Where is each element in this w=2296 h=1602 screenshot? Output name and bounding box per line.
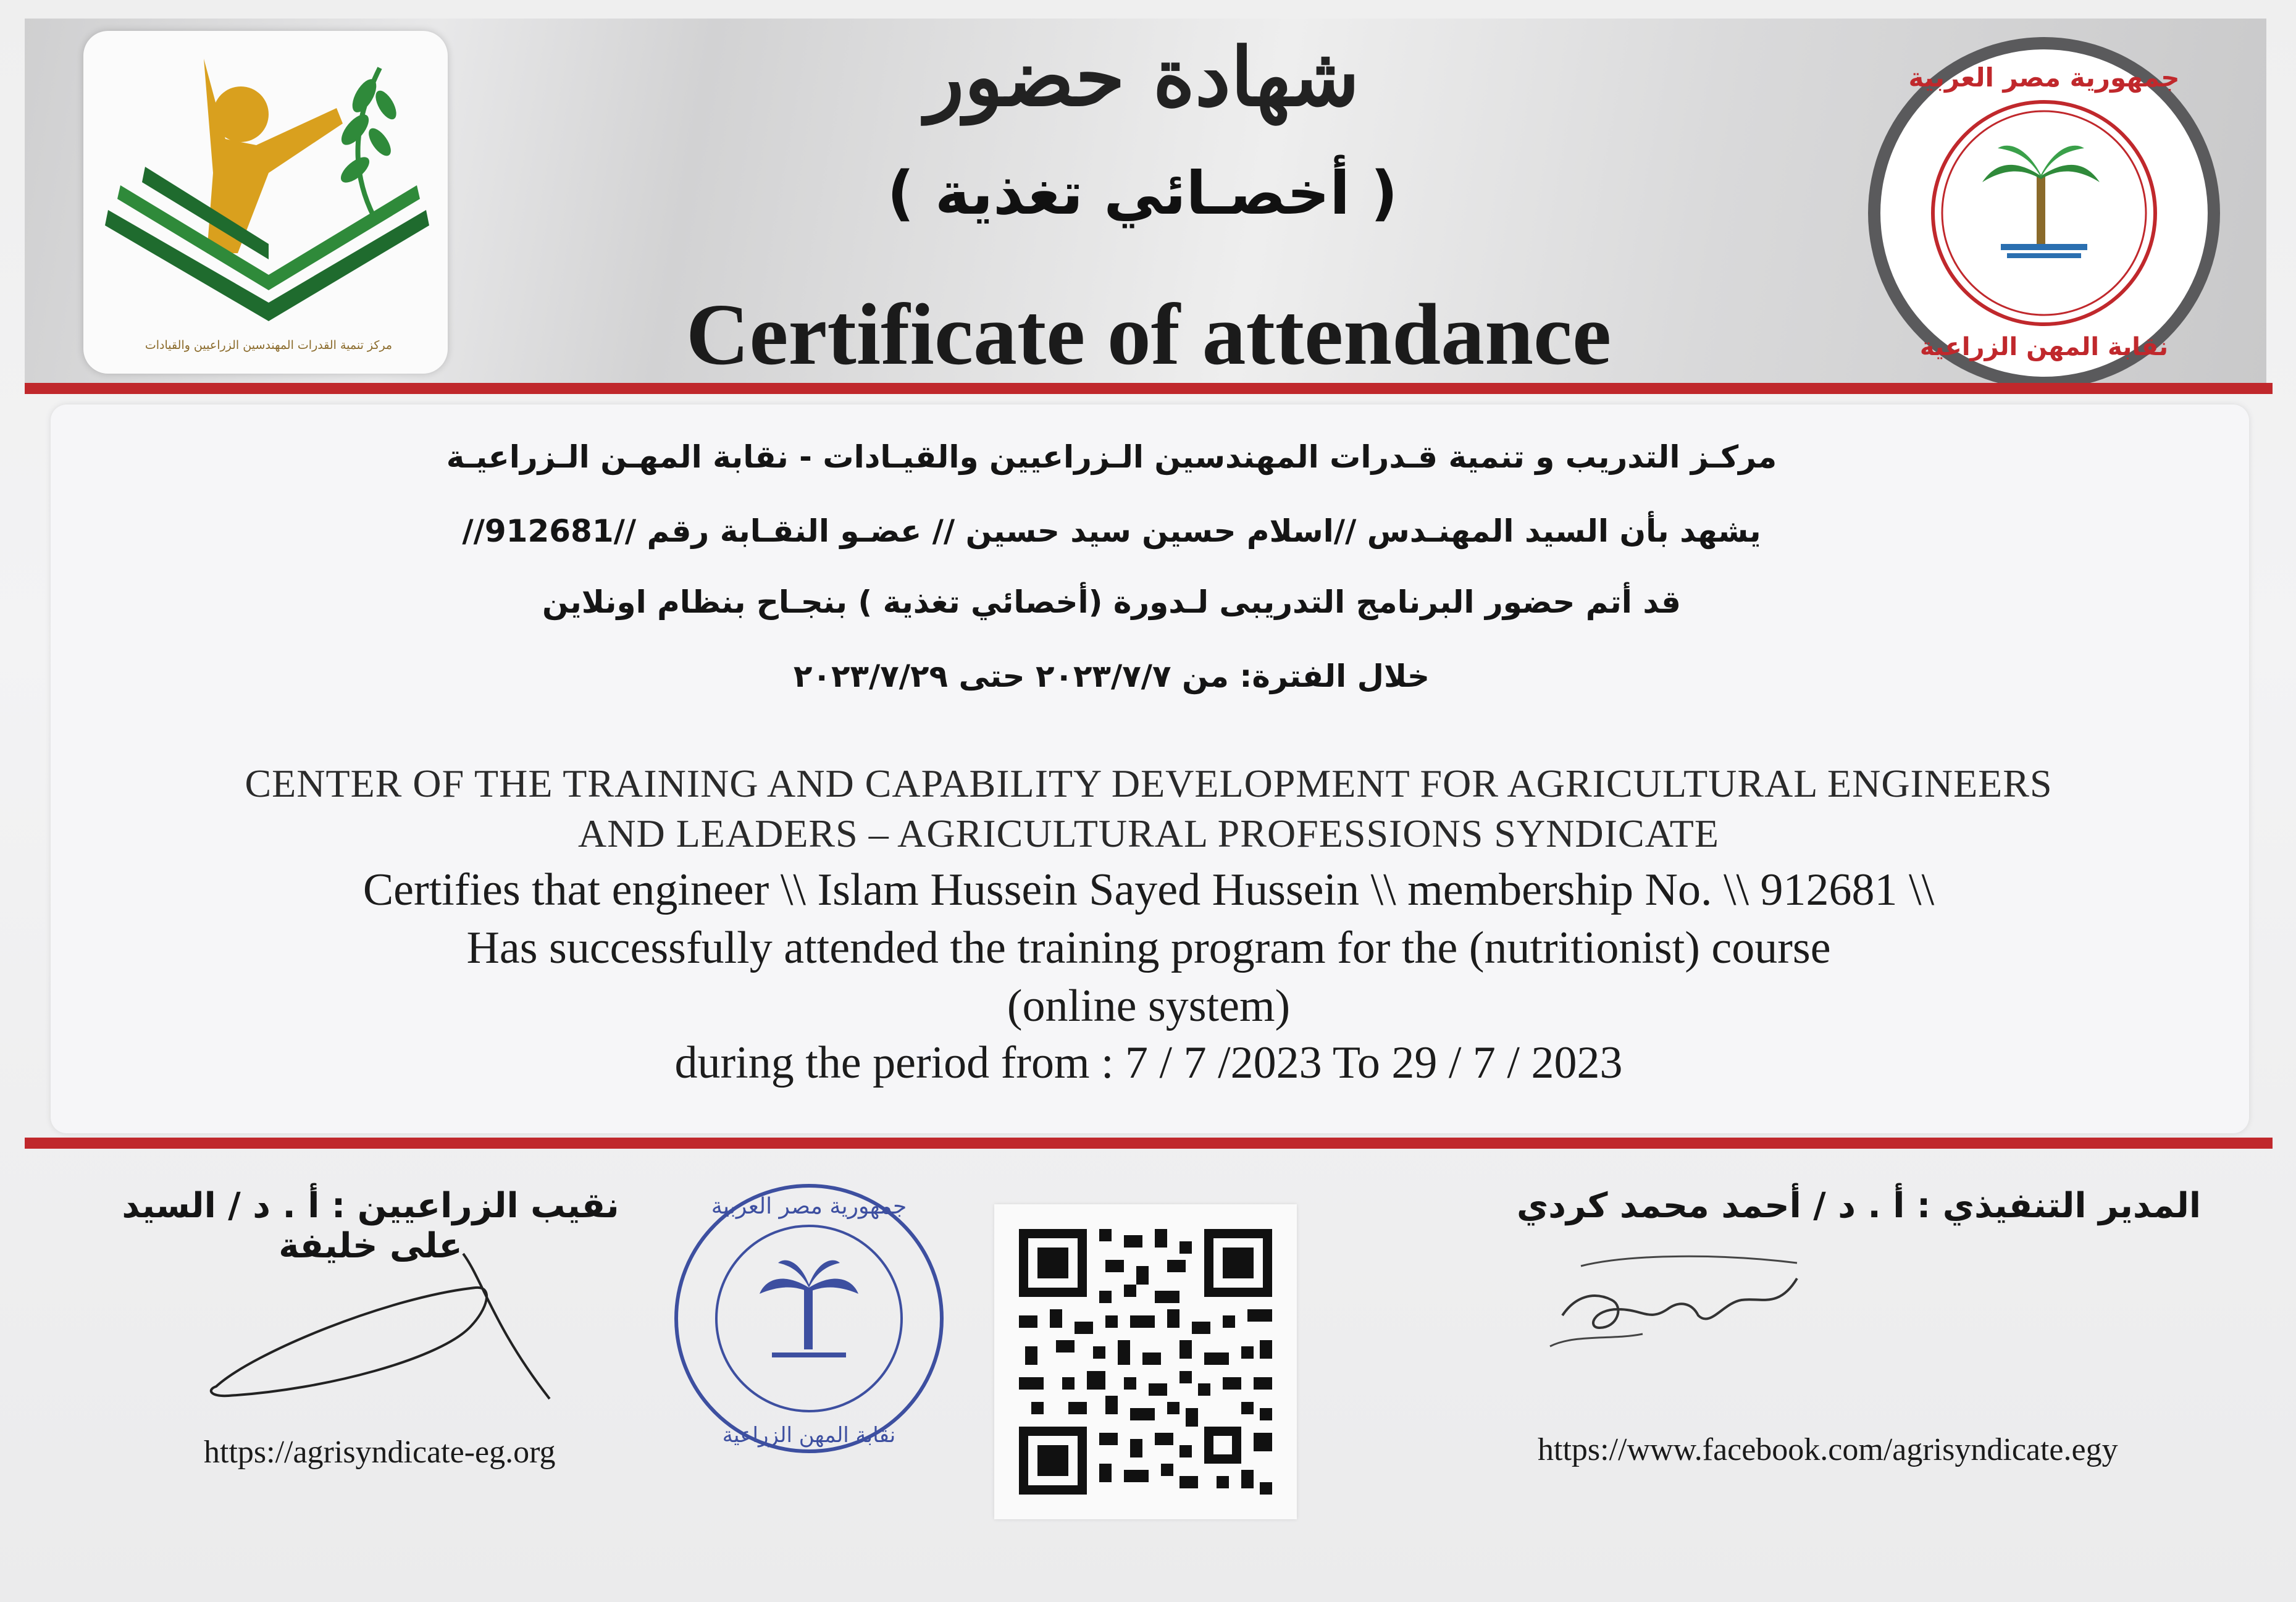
stamp-text-top: جمهورية مصر العربية [711, 1194, 907, 1219]
english-line-1: Certifies that engineer \\ Islam Hussein Sayed Hussein \\ membership No. \\ 912681 \\ [362, 865, 1935, 915]
seal-text-bottom: نقابة المهن الزراعية [1919, 333, 2169, 361]
arabic-title: شهادة حضور [925, 30, 1360, 124]
website-link[interactable]: https://agrisyndicate-eg.org [204, 1435, 556, 1470]
official-stamp-icon [655, 1161, 988, 1476]
arabic-line-4: خلال الفترة: من ٢٠٢٣/٧/٧ حتى ٢٠٢٣/٧/٢٩ [793, 658, 1430, 694]
training-center-logo [83, 31, 448, 374]
seal-text-top: جمهورية مصر العربية [1908, 62, 2180, 93]
english-line-3: (online system) [1007, 981, 1291, 1031]
arabic-line-1: مركـز التدريب و تنمية قـدرات المهندسين الـزراعيين والقيـادات - نقابة المهـن الـزراعيـة [446, 439, 1777, 475]
left-signature-icon [204, 1241, 587, 1414]
right-signature-icon [1538, 1241, 1822, 1365]
top-divider [25, 383, 2273, 394]
bottom-divider [25, 1138, 2273, 1149]
right-signatory-label: المدير التنفيذي : أ . د / أحمد محمد كردي [1516, 1186, 2202, 1226]
syndicate-seal-icon [1865, 34, 2223, 392]
english-title: Certificate of attendance [685, 285, 1612, 383]
logo-caption: مركز تنمية القدرات المهندسين الزراعيين والقيادات [145, 338, 393, 352]
english-caps-line-2: AND LEADERS – AGRICULTURAL PROFESSIONS SYNDICATE [578, 811, 1719, 855]
facebook-link[interactable]: https://www.facebook.com/agrisyndicate.egy [1538, 1432, 2118, 1467]
book-person-icon [83, 31, 448, 374]
qr-code-icon [994, 1204, 1297, 1519]
arabic-subtitle: ( أخصـائي تغذية ) [887, 159, 1398, 228]
arabic-line-3: قد أتم حضور البرنامج التدريبى لـدورة (أخصائي تغذية ) بنجـاح بنظام اونلاين [542, 584, 1681, 620]
english-caps-line-1: CENTER OF THE TRAINING AND CAPABILITY DEVELOPMENT FOR AGRICULTURAL ENGINEERS [245, 761, 2053, 805]
arabic-line-2: يشهد بأن السيد المهنـدس //اسلام حسين سيد حسين // عضـو النقـابة رقم //912681// [462, 513, 1761, 549]
stamp-text-bottom: نقابة المهن الزراعية [722, 1423, 896, 1448]
english-line-4: during the period from : 7 / 7 /2023 To 29 / 7 / 2023 [674, 1038, 1623, 1088]
left-signatory-label: نقيب الزراعيين : أ . د / السيد على خليفة [122, 1186, 619, 1266]
qr-code [994, 1204, 1297, 1519]
english-line-2: Has successfully attended the training program for the (nutritionist) course [466, 923, 1831, 973]
